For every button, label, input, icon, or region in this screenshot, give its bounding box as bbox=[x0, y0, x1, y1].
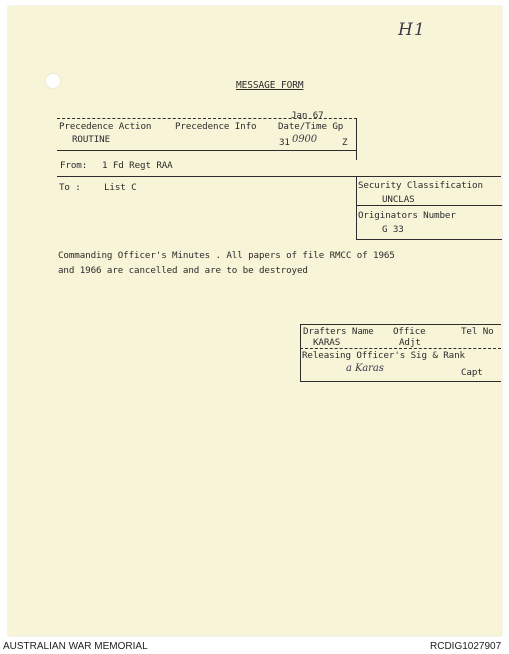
dtg-label: Date/Time Gp bbox=[278, 121, 344, 132]
rule bbox=[300, 381, 501, 382]
releasing-rank: Capt bbox=[461, 367, 483, 378]
precedence-action-label: Precedence Action bbox=[59, 121, 152, 132]
drafter-office-value: Adjt bbox=[399, 337, 421, 348]
security-value: UNCLAS bbox=[382, 194, 415, 205]
rule bbox=[57, 176, 501, 177]
date-prefix: Jan 67 bbox=[291, 110, 324, 121]
drafter-name-label: Drafters Name bbox=[303, 326, 374, 337]
rule bbox=[300, 348, 501, 349]
originators-label: Originators Number bbox=[358, 210, 456, 221]
rule bbox=[356, 239, 502, 240]
footer-id: RCDIG1027907 bbox=[430, 641, 502, 652]
drafter-office-label: Office bbox=[393, 326, 426, 337]
to-label: To : bbox=[59, 182, 81, 193]
form-title: MESSAGE FORM bbox=[236, 80, 304, 91]
dtg-handwritten: 0900 bbox=[292, 134, 318, 145]
message-body-line: Commanding Officer's Minutes . All papers of file RMCC of 1965 bbox=[58, 250, 395, 261]
from-label: From: bbox=[60, 160, 88, 171]
from-value: 1 Fd Regt RAA bbox=[102, 160, 173, 171]
rule bbox=[57, 150, 357, 151]
rule bbox=[356, 176, 357, 240]
drafter-name-value: KARAS bbox=[313, 337, 341, 348]
releasing-signature: a Karas bbox=[346, 363, 384, 374]
precedence-info-label: Precedence Info bbox=[175, 121, 257, 132]
punch-hole bbox=[46, 74, 60, 88]
releasing-label: Releasing Officer's Sig & Rank bbox=[302, 350, 465, 361]
rule bbox=[300, 324, 501, 325]
originators-value: G 33 bbox=[382, 224, 404, 235]
security-label: Security Classification bbox=[358, 180, 483, 191]
dtg-zone: Z bbox=[342, 137, 348, 148]
rule bbox=[57, 118, 357, 119]
document-page bbox=[8, 6, 502, 636]
rule bbox=[356, 118, 357, 160]
footer-source: AUSTRALIAN WAR MEMORIAL bbox=[3, 641, 148, 652]
to-value: List C bbox=[104, 182, 137, 193]
precedence-action-value: ROUTINE bbox=[72, 134, 111, 145]
drafter-tel-label: Tel No bbox=[461, 326, 494, 337]
dtg-value: 31 bbox=[279, 137, 290, 148]
rule bbox=[300, 324, 301, 382]
handwritten-annotation: H1 bbox=[398, 20, 426, 40]
message-body-line: and 1966 are cancelled and are to be destroyed bbox=[58, 265, 308, 276]
rule bbox=[356, 205, 502, 206]
